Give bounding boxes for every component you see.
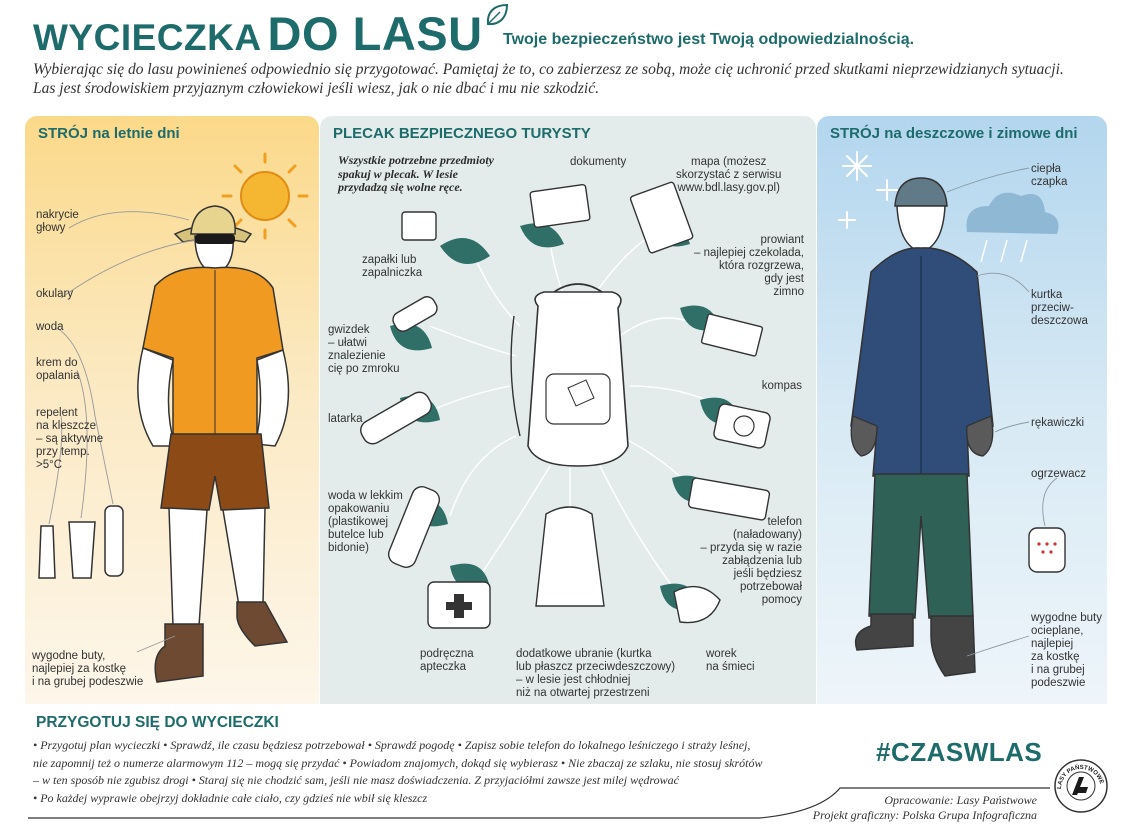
chocolate-icon	[701, 314, 763, 357]
label-documents: dokumenty	[570, 156, 627, 168]
backpack-note: Wszystkie potrzebne przedmioty spakuj w plecak. W lesie przydadzą się wolne ręce.	[338, 153, 494, 194]
logo-text: LASY PAŃSTWOWE	[1056, 764, 1105, 790]
lasy-panstwowe-logo	[1052, 757, 1110, 815]
documents-icon	[530, 184, 590, 227]
title-part-1: WYCIECZKA	[33, 17, 262, 58]
page-subtitle: Twoje bezpieczeństwo jest Twoją odpowiedzialnością.	[503, 31, 915, 48]
hashtag: #CZASWLAS	[876, 737, 1043, 767]
winter-boot-left	[856, 614, 913, 650]
label-food: prowiant – najlepiej czekolada, która rozgrzewa, gdy jest zimno	[694, 234, 804, 298]
label-clothes: dodatkowe ubranie (kurtka lub płaszcz przeciwdeszczowy) – w lesie jest chłodniej niż na otwartej przestrzeni	[516, 648, 676, 699]
backpack-panel	[320, 116, 816, 704]
tip-line: nie zapomnij też o numerze alarmowym 112 – mogą się przydać • Powiadom znajomych, dokąd się wybierasz • Nie zbaczaj ze szlaku, nie stosuj skrótów	[33, 755, 763, 770]
label-map: mapa (możesz skorzystać z serwisu www.bdl.lasy.gov.pl)	[676, 156, 782, 194]
label-matches: zapałki lub zapalniczka	[362, 254, 423, 279]
hiking-boot-right	[237, 602, 287, 646]
lighter-icon	[402, 212, 436, 240]
title-part-2: DO LASU	[267, 7, 483, 60]
label-water: woda	[36, 321, 64, 333]
water-bottle-icon	[39, 526, 55, 578]
label-trash-bag: worek na śmieci	[706, 648, 755, 673]
repellent-bottle-icon	[105, 506, 123, 576]
label-gloves: rękawiczki	[1031, 417, 1085, 429]
backpack-icon	[511, 284, 628, 466]
sunglasses-icon	[195, 234, 235, 244]
label-jacket: kurtka przeciw- deszczowa	[1031, 289, 1088, 327]
sunscreen-tube-icon	[69, 522, 95, 578]
winter-hat-icon	[895, 178, 947, 206]
intro-text	[33, 60, 1113, 98]
winter-pants	[869, 474, 973, 618]
label-glasses: okulary	[36, 288, 74, 300]
backpack-illustration	[320, 116, 816, 704]
jacket-icon	[536, 507, 604, 606]
label-shoes: wygodne buty, najlepiej za kostkę i na grubej podeszwie	[32, 650, 144, 688]
summer-title-bold: STRÓJ	[38, 125, 89, 142]
summer-title-rest: na letnie dni	[92, 125, 180, 142]
label-first-aid: podręczna apteczka	[420, 648, 474, 673]
prepare-tips	[33, 737, 823, 807]
brown-shorts	[161, 434, 269, 510]
label-phone: telefon (naładowany) – przyda się w razie zabłądzenia lub jeśli będziesz potrzebował pomocy	[700, 516, 802, 606]
first-aid-kit-icon	[428, 582, 490, 628]
label-winter-boots: wygodne buty ocieplane, najlepiej za kostkę i na grubej podeszwie	[1031, 612, 1102, 689]
hand-warmer-icon	[1029, 528, 1065, 572]
intro-line-2: Las jest środowiskiem przyjaznym człowiekowi jeśli wiesz, jak o nie dbać i mu nie szkodzić.	[33, 80, 599, 97]
snowflake-icon	[839, 152, 897, 228]
tip-line: – w ten sposób nie zgubisz drogi • Staraj się nie chodzić sam, jeśli nie masz doświadczenia. Z przyjaciółmi zawsze jest milej wędrować	[33, 773, 679, 787]
winter-title-bold: STRÓJ	[830, 125, 881, 142]
label-hat: nakrycie głowy	[36, 209, 79, 234]
credits	[813, 793, 1037, 823]
winter-boot-right	[931, 616, 975, 676]
winter-title-rest: na deszczowe i zimowe dni	[884, 125, 1078, 142]
compass-icon	[713, 403, 771, 449]
intro-line-1: Wybierając się do lasu powinieneś odpowiednio się przygotować. Pamiętaj że to, co zabierzesz ze sobą, może cię uchronić przed skutkami nieprzewidzianych sytuacji.	[33, 61, 1064, 78]
tip-line: • Przygotuj plan wycieczki • Sprawdź, ile czasu będziesz potrzebował • Sprawdź pogodę • Zapisz sobie telefon do lokalnego leśniczego i straży leśnej,	[33, 738, 751, 752]
label-repellent: repelent na kleszcze – są aktywne przy temp. >5°C	[36, 407, 104, 471]
phone-icon	[688, 477, 770, 520]
prepare-title: PRZYGOTUJ SIĘ DO WYCIECZKI	[36, 714, 279, 731]
hiking-boot-left	[155, 624, 203, 682]
rain-cloud-icon	[966, 193, 1058, 262]
leaf-icon	[484, 2, 510, 28]
winter-outfit-panel	[817, 116, 1107, 704]
label-warmer: ogrzewacz	[1031, 468, 1086, 480]
label-whistle: gwizdek – ułatwi znalezienie cię po zmroku	[328, 324, 400, 375]
page-title	[33, 6, 483, 61]
backpack-panel-title: PLECAK BEZPIECZNEGO TURYSTY	[333, 125, 591, 142]
summer-outfit-panel	[25, 116, 319, 704]
tip-line: • Po każdej wyprawie obejrzyj dokładnie całe ciało, czy gdzieś nie wbił się kleszcz	[33, 790, 428, 805]
label-flashlight: latarka	[328, 413, 363, 425]
label-bottle: woda w lekkim opakowaniu (plastikowej butelce lub bidonie)	[328, 490, 403, 554]
label-compass: kompas	[761, 380, 802, 392]
label-winter-hat: ciepła czapka	[1031, 163, 1068, 188]
credit-design: Projekt graficzny: Polska Grupa Infograficzna	[812, 808, 1037, 822]
credit-author: Opracowanie: Lasy Państwowe	[884, 793, 1037, 807]
label-sunscreen: krem do opalania	[36, 357, 80, 382]
